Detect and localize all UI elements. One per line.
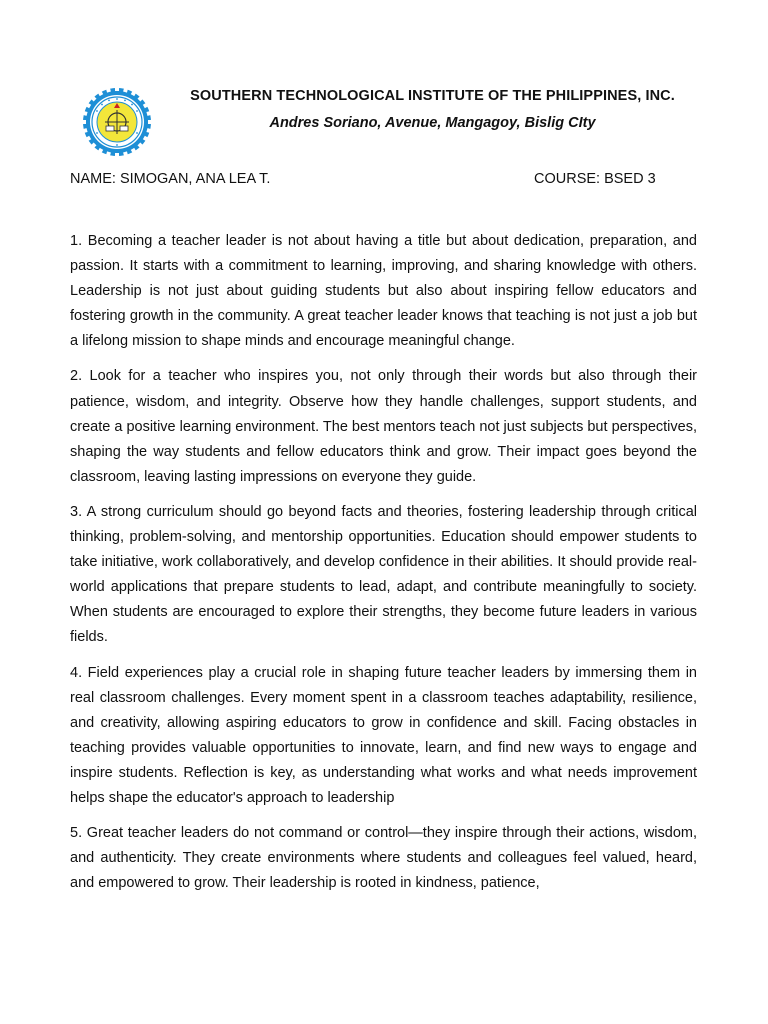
school-seal-icon [76, 86, 158, 158]
student-course: COURSE: BSED 3 [534, 171, 656, 187]
essay-body [70, 229, 697, 906]
student-name: NAME: SIMOGAN, ANA LEA T. [70, 171, 271, 187]
paragraph-5: 5. Great teacher leaders do not command or control—they inspire through their actions, wisdom, and authenticity. They create environments where students and colleagues feel valued, heard, and empowered to grow. Their leadership is rooted in kindness, patience, [70, 825, 697, 892]
paragraph-3: 3. A strong curriculum should go beyond facts and theories, fostering leadership through critical thinking, problem-solving, and mentorship opportunities. Education should empower students to take initiative, work collaboratively, and develop confidence in their abilities. It should provide real-world applications that prepare students to lead, adapt, and contribute meaningfully to society. When students are encouraged to explore their strengths, they become future leaders in various fields. [70, 503, 697, 646]
paragraph-1: 1. Becoming a teacher leader is not about having a title but about dedication, preparation, and passion. It starts with a commitment to learning, improving, and sharing knowledge with others. Leadership is not just about guiding students but also about inspiring fellow educators and fostering growth in the community. A great teacher leader knows that teaching is not just a job but a lifelong mission to shape minds and encourage meaningful change. [70, 233, 697, 350]
school-name: SOUTHERN TECHNOLOGICAL INSTITUTE OF THE PHILIPPINES, INC. [190, 88, 675, 104]
paragraph-2: 2. Look for a teacher who inspires you, not only through their words but also through their patience, wisdom, and integrity. Observe how they handle challenges, support students, and create a positive learning environment. The best mentors teach not just subjects but perspectives, shaping the way students and fellow educators think and grow. Their impact goes beyond the classroom, leaving lasting impressions on everyone they guide. [70, 368, 697, 485]
paragraph-4: 4. Field experiences play a crucial role in shaping future teacher leaders by immersing them in real classroom challenges. Every moment spent in a classroom teaches adaptability, resilience, and creativity, allowing aspiring educators to grow in confidence and skill. Facing obstacles in teaching provides valuable opportunities to innovate, learn, and find new ways to engage and inspire students. Reflection is key, as understanding what works and what needs improvement helps shape the educator's approach to leadership [70, 664, 697, 806]
school-address: Andres Soriano, Avenue, Mangagoy, Bislig CIty [269, 115, 596, 131]
